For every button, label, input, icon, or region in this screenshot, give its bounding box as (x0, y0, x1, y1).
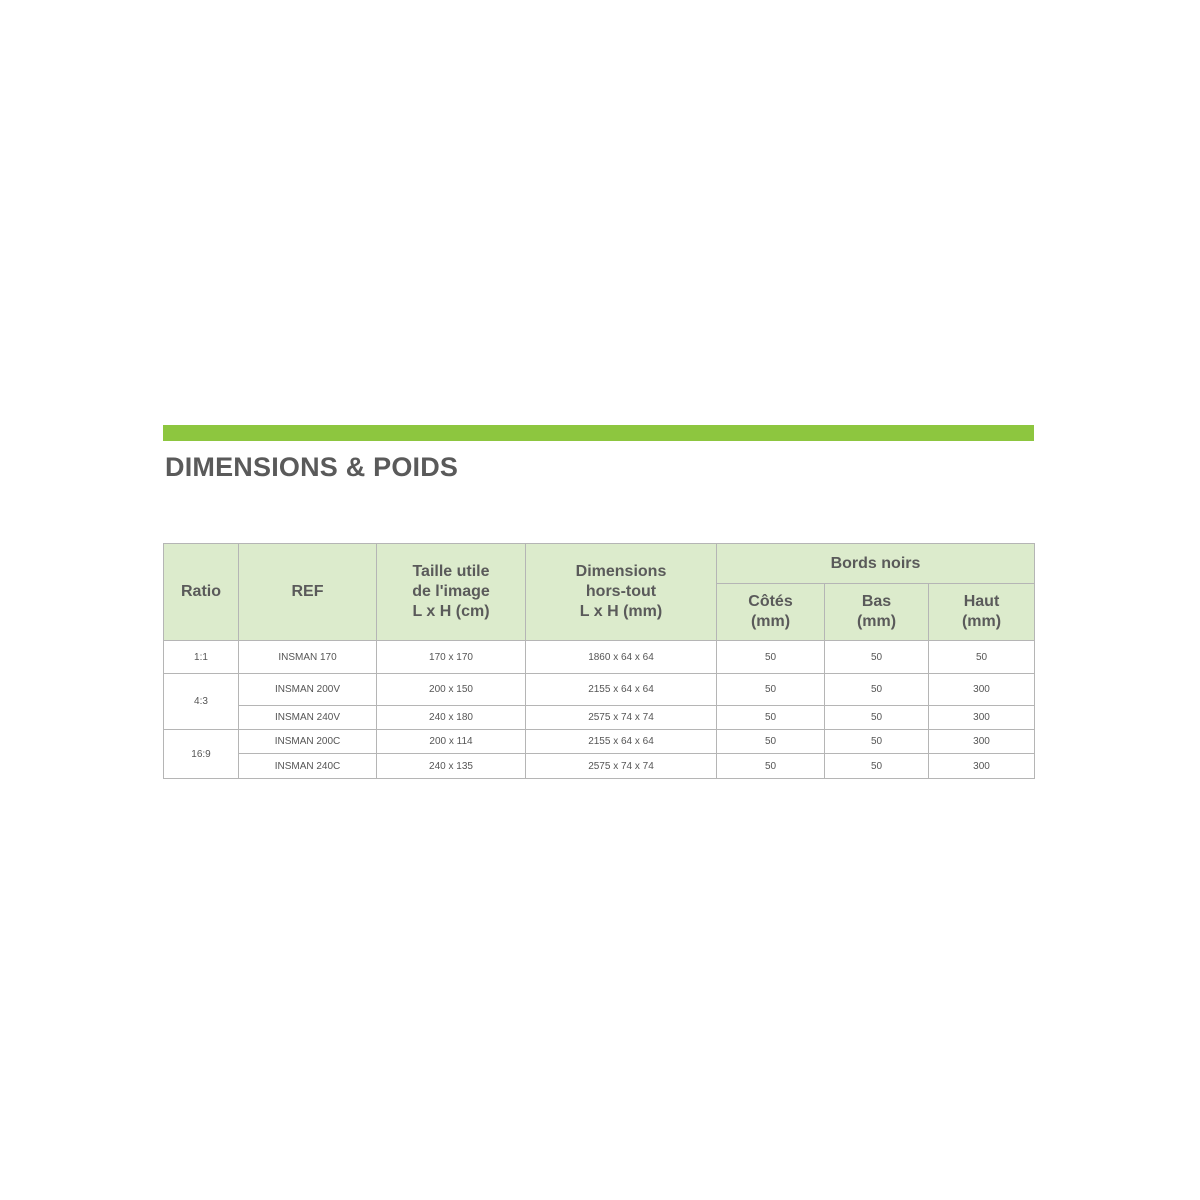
section-title: DIMENSIONS & POIDS (165, 452, 459, 482)
taille-cell: 170 x 170 (377, 641, 526, 674)
header-haut (929, 584, 1035, 641)
ref-cell: INSMAN 200V (239, 674, 377, 706)
cotes-cell: 50 (717, 674, 825, 706)
cotes-cell: 50 (717, 641, 825, 674)
section-accent-bar (163, 425, 1034, 441)
haut-cell: 300 (929, 754, 1035, 779)
bas-cell: 50 (825, 641, 929, 674)
header-bas (825, 584, 929, 641)
bas-cell: 50 (825, 730, 929, 754)
ref-cell: INSMAN 240V (239, 706, 377, 730)
ratio-cell: 4:3 (164, 674, 239, 730)
table-row (164, 730, 1035, 754)
header-dimensions-line-1: Dimensions (575, 563, 667, 580)
header-taille-line-1: Taille utile (412, 563, 490, 580)
haut-cell: 300 (929, 674, 1035, 706)
dimensions-cell: 1860 x 64 x 64 (526, 641, 717, 674)
taille-cell: 240 x 180 (377, 706, 526, 730)
header-dimensions-line-2: hors-tout (585, 583, 657, 600)
haut-cell: 50 (929, 641, 1035, 674)
dimensions-cell: 2155 x 64 x 64 (526, 674, 717, 706)
ref-cell: INSMAN 170 (239, 641, 377, 674)
header-taille-line-3: L x H (cm) (412, 603, 490, 620)
table-row (164, 754, 1035, 779)
table-row (164, 641, 1035, 674)
table-row (164, 674, 1035, 706)
taille-cell: 240 x 135 (377, 754, 526, 779)
dimensions-cell: 2155 x 64 x 64 (526, 730, 717, 754)
cotes-cell: 50 (717, 706, 825, 730)
header-bas-line-1: Bas (861, 593, 892, 610)
ref-cell: INSMAN 200C (239, 730, 377, 754)
ratio-cell: 1:1 (164, 641, 239, 674)
bas-cell: 50 (825, 754, 929, 779)
taille-cell: 200 x 114 (377, 730, 526, 754)
header-taille-line-2: de l'image (412, 583, 490, 600)
table-row (164, 706, 1035, 730)
haut-cell: 300 (929, 706, 1035, 730)
bas-cell: 50 (825, 674, 929, 706)
taille-cell: 200 x 150 (377, 674, 526, 706)
header-cotes (717, 584, 825, 641)
header-bas-line-2: (mm) (856, 613, 897, 630)
header-cotes-line-1: Côtés (748, 593, 793, 610)
header-ratio: Ratio (164, 544, 239, 641)
cotes-cell: 50 (717, 754, 825, 779)
bas-cell: 50 (825, 706, 929, 730)
header-taille-utile (377, 544, 526, 641)
header-haut-line-1: Haut (963, 593, 1000, 610)
header-cotes-line-2: (mm) (750, 613, 791, 630)
ref-cell: INSMAN 240C (239, 754, 377, 779)
ratio-cell: 16:9 (164, 730, 239, 779)
haut-cell: 300 (929, 730, 1035, 754)
header-dimensions (526, 544, 717, 641)
header-bords-noirs: Bords noirs (717, 544, 1035, 584)
dimensions-cell: 2575 x 74 x 74 (526, 754, 717, 779)
header-ref: REF (239, 544, 377, 641)
header-haut-line-2: (mm) (961, 613, 1002, 630)
header-dimensions-line-3: L x H (mm) (579, 603, 663, 620)
dimensions-table (163, 543, 1035, 779)
cotes-cell: 50 (717, 730, 825, 754)
dimensions-cell: 2575 x 74 x 74 (526, 706, 717, 730)
